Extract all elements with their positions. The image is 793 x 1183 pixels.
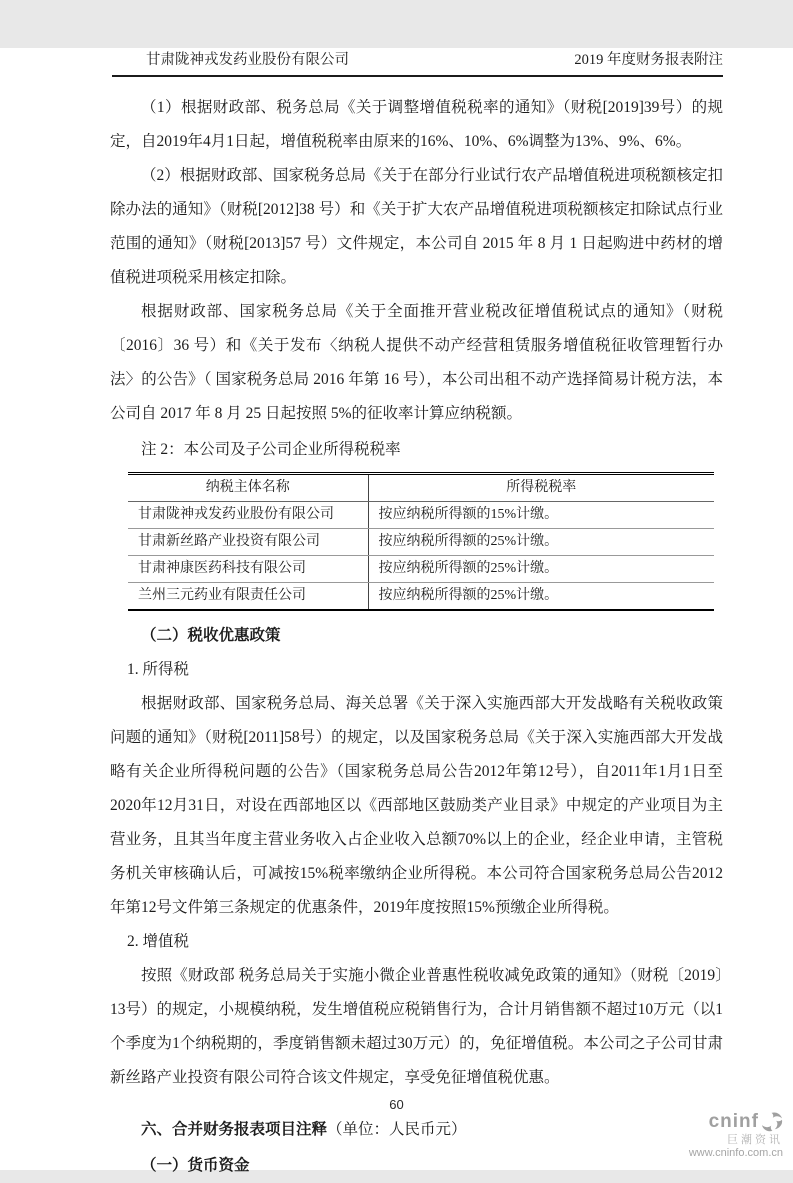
entity-cell: 甘肃新丝路产业投资有限公司 (128, 529, 368, 556)
subsection-cash-title: （一）货币资金 (141, 1157, 250, 1174)
table-row (128, 556, 714, 583)
subsection-vat-title: 2. 增值税 (127, 933, 190, 950)
cninfo-brand-row (689, 1111, 783, 1133)
column-header-rate: 所得税税率 (368, 474, 714, 502)
rate-cell: 按应纳税所得额的25%计缴。 (368, 529, 714, 556)
rate-cell: 按应纳税所得额的25%计缴。 (368, 556, 714, 583)
paragraph-rental-tax: 根据财政部、国家税务总局《关于全面推开营业税改征增值税试点的通知》（财税〔2016〕36 号）和《关于发布〈纳税人提供不动产经营租赁服务增值税征收管理暂行办法〉的公告》（ 国家税务总局 2016 年第 16 号），本公司出租不动产选择简易计税方法，本公司自 2017 年 8 月 25 日起按照 5%的征收率计算应纳税额。 (110, 303, 723, 422)
document-page (0, 48, 793, 1174)
document-body (110, 91, 723, 1183)
paragraph-western-development-policy: 根据财政部、国家税务总局、海关总署《关于深入实施西部大开发战略有关税收政策问题的通知》（财税[2011]58号）的规定，以及国家税务总局《关于深入实施西部大开发战略有关企业所得税问题的公告》（国家税务总局公告2012年第12号），自2011年1月1日至2020年12月31日，对设在西部地区以《西部地区鼓励类产业目录》中规定的产业项目为主营业务，且其当年度主营业务收入占企业收入总额70%以上的企业，经企业申请，主管税务机关审核确认后，可减按15%税率缴纳企业所得税。本公司符合国家税务总局公告2012年第12号文件第三条规定的优惠条件，2019年度按照15%预缴企业所得税。 (110, 695, 723, 916)
paragraph-vat-rate-change: （1）根据财政部、税务总局《关于调整增值税税率的通知》（财税[2019]39号）的规定，自2019年4月1日起，增值税税率由原来的16%、10%、6%调整为13%、9%、6%。 (110, 99, 723, 150)
section-6-title (110, 1113, 723, 1147)
section-6-title-bold: 六、合并财务报表项目注释 (141, 1121, 328, 1138)
cninfo-chinese-name: 巨潮资讯 (727, 1133, 783, 1146)
header-doc-title: 2019 年度财务报表附注 (574, 52, 723, 68)
subsection-income-tax-title: 1. 所得税 (127, 661, 190, 678)
cninfo-url-text: www.cninfo.com.cn (688, 1147, 783, 1160)
table-row (128, 502, 714, 529)
table-row (128, 583, 714, 611)
table-header-row (128, 474, 714, 502)
header-company-name: 甘肃陇神戎发药业股份有限公司 (146, 52, 349, 68)
paragraph-small-taxpayer-exemption: 按照《财政部 税务总局关于实施小微企业普惠性税收减免政策的通知》（财税〔2019〕13号）的规定，小规模纳税，发生增值税应税销售行为，合计月销售额不超过10万元（以1个季度为1个纳税期的，季度销售额未超过30万元）的，免征增值税。本公司之子公司甘肃新丝路产业投资有限公司符合该文件规定，享受免征增值税优惠。 (110, 967, 723, 1086)
rate-cell: 按应纳税所得额的25%计缴。 (368, 583, 714, 611)
cninfo-swirl-icon (761, 1112, 783, 1132)
page-number: 60 (389, 1097, 404, 1112)
table-row (128, 529, 714, 556)
section-6-unit-label: （单位：人民币元） (327, 1121, 467, 1138)
income-tax-rate-table (128, 472, 714, 611)
paragraph-agri-deduction: （2）根据财政部、国家税务总局《关于在部分行业试行农产品增值税进项税额核定扣除办法的通知》（财税[2012]38 号）和《关于扩大农产品增值税进项税额核定扣除试点行业范围的通知》（财税[2013]57 号）文件规定，本公司自 2015 年 8 月 1 日起购进中药材的增值税进项税采用核定扣除。 (110, 167, 723, 286)
rate-cell: 按应纳税所得额的15%计缴。 (368, 502, 714, 529)
cninfo-logo (689, 1111, 783, 1160)
column-header-entity: 纳税主体名称 (128, 474, 368, 502)
entity-cell: 甘肃陇神戎发药业股份有限公司 (128, 502, 368, 529)
entity-cell: 兰州三元药业有限责任公司 (128, 583, 368, 611)
section-2-title: （二）税收优惠政策 (141, 627, 281, 644)
note-2-caption: 注 2：本公司及子公司企业所得税税率 (141, 441, 401, 458)
page-header (112, 48, 723, 77)
cninfo-brand-text: cninf (708, 1110, 759, 1132)
entity-cell: 甘肃神康医药科技有限公司 (128, 556, 368, 583)
